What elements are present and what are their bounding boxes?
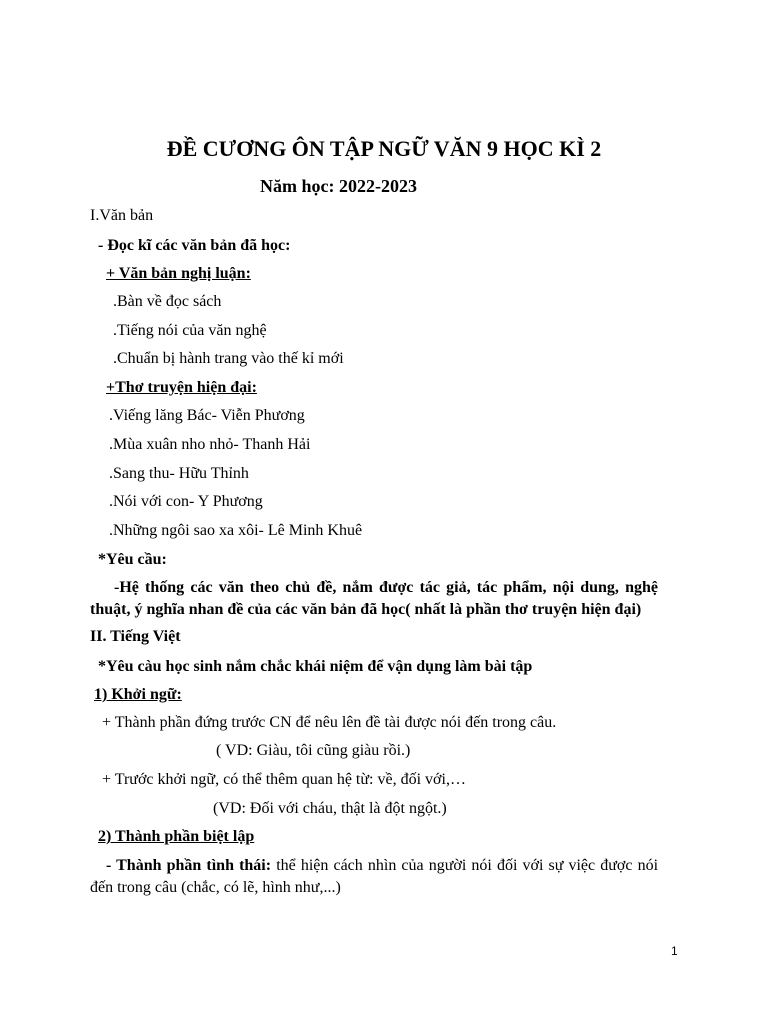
khoi-ngu-point-2: + Trước khởi ngữ, có thể thêm quan hệ từ: về, đối với,…: [102, 771, 466, 788]
document-title: ĐỀ CƯƠNG ÔN TẬP NGỮ VĂN 9 HỌC KÌ 2: [166, 136, 602, 161]
sub-heading-khoi-ngu: 1) Khởi ngữ:: [94, 686, 182, 703]
modal-component-paragraph: [90, 855, 658, 899]
read-instruction: - Đọc kĩ các văn bản đã học:: [98, 237, 291, 254]
list-item: .Mùa xuân nho nhỏ- Thanh Hải: [109, 436, 311, 453]
school-year: Năm học: 2022-2023: [260, 176, 417, 196]
requirement-text: -Hệ thống các văn theo chủ đề, nắm được tác giả, tác phẩm, nội dung, nghệ thuật, ý nghĩa nhan đề của các văn bản đã học( nhất là phần thơ truyện hiện đại): [90, 579, 658, 618]
khoi-ngu-point-1: + Thành phần đứng trước CN để nêu lên đề tài được nói đến trong câu.: [102, 714, 557, 731]
section-heading-van-ban: I.Văn bản: [90, 207, 154, 224]
group-heading-tho-truyen: +Thơ truyện hiện đại:: [106, 379, 257, 396]
section-heading-tieng-viet: II. Tiếng Việt: [90, 628, 181, 645]
list-item: .Viếng lăng Bác- Viễn Phương: [109, 407, 305, 424]
list-item: .Nói với con- Y Phương: [109, 493, 263, 510]
modal-component-label: - Thành phần tình thái:: [106, 857, 272, 874]
sub-heading-thanh-phan-biet-lap: 2) Thành phần biệt lập: [98, 828, 255, 845]
khoi-ngu-example-1: ( VD: Giàu, tôi cũng giàu rồi.): [216, 742, 411, 759]
list-item: .Tiếng nói của văn nghệ: [113, 322, 267, 339]
list-item: .Những ngôi sao xa xôi- Lê Minh Khuê: [109, 522, 363, 539]
modal-component-text: thể hiện cách nhìn của người nói đối với sự việc được nói đến trong câu (chắc, có lẽ, hình như,...): [90, 857, 659, 896]
list-item: .Sang thu- Hữu Thỉnh: [109, 465, 249, 482]
khoi-ngu-example-2: (VD: Đối với cháu, thật là đột ngột.): [213, 800, 447, 817]
requirement-label: *Yêu cầu:: [98, 551, 167, 568]
list-item: .Bàn về đọc sách: [113, 293, 222, 310]
section2-requirement: *Yêu càu học sinh nắm chắc khái niệm để vận dụng làm bài tập: [98, 658, 533, 675]
page-number: 1: [671, 944, 678, 958]
group-heading-nghi-luan: + Văn bản nghị luận:: [106, 265, 251, 282]
list-item: .Chuẩn bị hành trang vào thế kỉ mới: [113, 350, 344, 367]
